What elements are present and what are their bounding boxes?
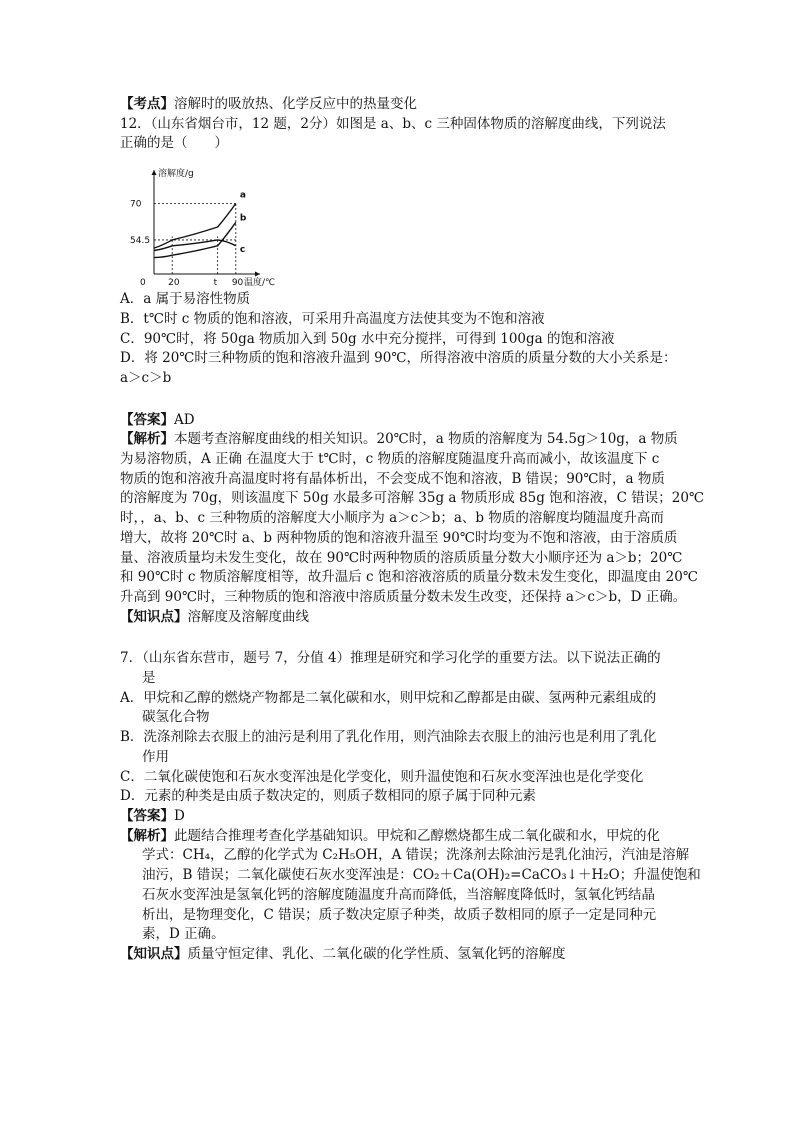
solubility-chart [120,156,280,288]
answer-tag: 【答案】 [120,807,174,824]
q12-option-d-cont: a＞c＞b [120,369,172,386]
document-page [120,95,705,965]
series-label-b: b [239,213,247,224]
q12-analysis-line: 【解析】本题考查溶解度曲线的相关知识。20℃时，a 物质的溶解度为 54.5g＞10g，a 物质 [120,431,678,448]
q12-analysis-line: 时，，a、b、c 三种物质的溶解度大小顺序为 a＞c＞b；a、b 物质的溶解度均随温度升高而 [120,510,664,527]
x-axis-arrow [255,272,260,277]
q7-answer [120,807,680,827]
q7-analysis [120,827,701,945]
kaodian-line [120,95,680,115]
knowledge-tag: 【知识点】 [120,945,188,962]
x-tick-label: 20 [168,278,180,289]
knowledge-text: 质量守恒定律、乳化、二氧化碳的化学性质、氢氧化钙的溶解度 [187,945,566,962]
q12-stem-line1: 12．（山东省烟台市，12 题，2分）如图是 a、b、c 三种固体物质的溶解度曲线，下列说法 [120,115,666,132]
knowledge-tag: 【知识点】 [120,608,188,625]
x-tick-label: 0 [140,278,146,289]
q7-analysis-line: 油污，B 错误；二氧化碳使石灰水变浑浊是：CO₂＋Ca(OH)₂=CaCO₃↓＋H₂O；升温使饱和 [142,867,701,884]
y-axis-arrow [152,170,157,175]
q12-analysis-line: 增大，故将 20℃时 a、b 两种物质的饱和溶液升温至 90℃时均变为不饱和溶液，由于溶质质 [120,529,678,546]
q7-option-c: C．二氧化碳使饱和石灰水变浑浊是化学变化，则升温使饱和石灰水变浑浊也是化学变化 [120,768,644,785]
q7-options [120,689,680,807]
q7-analysis-line: 石灰水变浑浊是氢氧化钙的溶解度随温度升高而降低，当溶解度降低时，氢氧化钙结晶 [142,886,655,903]
q12-knowledge [120,608,680,628]
kaodian-text: 溶解时的吸放热、化学反应中的热量变化 [174,96,417,112]
q12-analysis-line: 升高到 90℃时，三种物质的饱和溶液中溶质质量分数未发生改变，还保持 a＞c＞b，D 正确。 [120,588,687,605]
y-tick-label: 54.5 [130,236,151,247]
q12-analysis-line: 的溶解度为 70g，则该温度下 50g 水最多可溶解 35g a 物质形成 85g 饱和溶液，C 错误；20℃ [120,490,705,507]
q12-answer [120,411,680,431]
q12-stem-line2: 正确的是（ ） [120,135,228,152]
solubility-chart-svg [120,156,280,288]
x-tick-label: 90 [231,278,244,289]
answer-text: D [174,807,185,824]
series-line-c [154,240,236,251]
kaodian-tag: 【考点】 [120,96,174,112]
q12-option-a: A．a 属于易溶性物质 [120,291,251,308]
q7-option-a-cont: 碳氢化合物 [142,709,210,726]
q12-option-b: B．t℃时 c 物质的饱和溶液，可采用升高温度方法使其变为不饱和溶液 [120,310,545,327]
q7-stem-line2: 是 [142,670,156,687]
knowledge-text: 溶解度及溶解度曲线 [187,608,309,625]
analysis-tag: 【解析】 [120,827,174,844]
y-tick-label: 70 [130,199,142,210]
q12-analysis-line: 物质的饱和溶液升高温度时将有晶体析出，不会变成不饱和溶液，B 错误；90℃时，a 物质 [120,470,665,487]
q7-option-b-cont: 作用 [142,748,169,765]
answer-text: AD [174,411,195,428]
y-axis-label: 溶解度/g [158,169,194,180]
q7-option-b: B．洗涤剂除去衣服上的油污是利用了乳化作用，则汽油除去衣服上的油污也是利用了乳化 [120,729,657,746]
q12-analysis-line: 和 90℃时 c 物质溶解度相等，故升温后 c 饱和溶液溶质的质量分数未发生变化，即温度由 20℃ [120,569,698,586]
analysis-tag: 【解析】 [120,431,174,448]
series-label-c: c [239,244,246,255]
x-tick-label: t [213,278,218,289]
q12-analysis-line: 量、溶液质量均未发生变化，故在 90℃时两种物质的溶质质量分数大小顺序还为 a＞b；20℃ [120,549,683,566]
q7-analysis-line: 素，D 正确。 [142,926,225,943]
q12-analysis-line: 为易溶物质，A 正确 在温度大于 t℃时，c 物质的溶解度随温度升高而减小，故该温度下 c [120,451,660,468]
q12-option-d: D．将 20℃时三种物质的饱和溶液升温到 90℃，所得溶液中溶质的质量分数的大小关系是： [120,350,677,367]
series-label-a: a [239,190,246,201]
q12-analysis [120,430,705,607]
q7-analysis-line: 学式：CH₄，乙醇的化学式为 C₂H₅OH，A 错误；洗涤剂去除油污是乳化油污，汽油是溶解 [142,847,690,864]
answer-tag: 【答案】 [120,411,174,428]
q12-options [120,290,680,389]
q7-analysis-line: 析出，是物理变化，C 错误；质子数决定原子种类，故质子数相同的原子一定是同种元 [142,906,657,923]
q7-analysis-line: 【解析】此题结合推理考查化学基础知识。甲烷和乙醇燃烧都生成二氧化碳和水，甲烷的化 [120,827,660,844]
q12-option-c: C．90℃时，将 50ga 物质加入到 50g 水中充分搅拌，可得到 100ga 的饱和溶液 [120,330,615,347]
q7-knowledge [120,945,680,965]
q7-stem-line1: 7．（山东省东营市，题号 7，分值 4）推理是研究和学习化学的重要方法。以下说法正确的 [120,650,661,667]
q7-option-d: D．元素的种类是由质子数决定的，则质子数相同的原子属于同种元素 [120,788,536,805]
x-axis-label: 温度/℃ [244,278,276,289]
q7-option-a: A．甲烷和乙醇的燃烧产物都是二氧化碳和水，则甲烷和乙醇都是由碳、氢两种元素组成的 [120,689,657,706]
